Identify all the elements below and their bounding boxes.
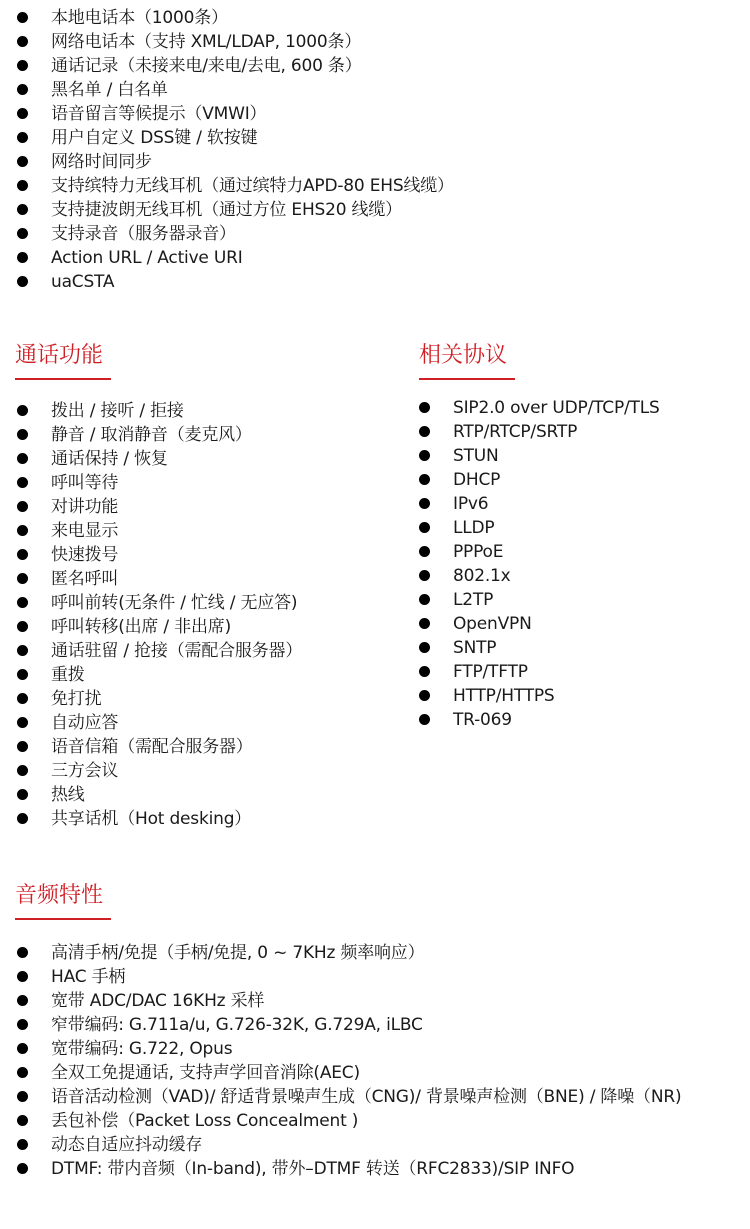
list-item xyxy=(16,711,302,735)
list-item-text: 共享话机（Hot desking） xyxy=(51,809,252,829)
list-item-text: HTTP/HTTPS xyxy=(453,686,555,706)
bullet-icon xyxy=(17,156,28,167)
list-item xyxy=(418,684,660,708)
list-item-text: 宽带 ADC/DAC 16KHz 采样 xyxy=(51,991,265,1011)
bullet-icon xyxy=(419,402,430,413)
list-item-text: 语音留言等候提示（VMWI） xyxy=(51,104,267,124)
list-item-text: 通话保持 / 恢复 xyxy=(51,449,168,469)
list-item xyxy=(16,759,302,783)
list-item-text: 自动应答 xyxy=(51,713,119,733)
list-item-text: 宽带编码: G.722, Opus xyxy=(51,1039,233,1059)
list-item xyxy=(16,447,302,471)
list-item xyxy=(418,420,660,444)
bullet-icon xyxy=(17,1091,28,1102)
bullet-icon xyxy=(419,666,430,677)
list-item xyxy=(16,78,454,102)
list-item-text: 用户自定义 DSS键 / 软按键 xyxy=(51,128,258,148)
audio-features-list xyxy=(16,941,681,1181)
list-item-text: SNTP xyxy=(453,638,497,658)
bullet-icon xyxy=(419,594,430,605)
list-item-text: 本地电话本（1000条） xyxy=(51,8,228,28)
list-item xyxy=(16,989,681,1013)
list-item xyxy=(16,519,302,543)
bullet-icon xyxy=(17,477,28,488)
list-item-text: 通话记录（未接来电/来电/去电, 600 条） xyxy=(51,56,362,76)
list-item xyxy=(16,1061,681,1085)
bullet-icon xyxy=(17,621,28,632)
list-item xyxy=(16,807,302,831)
list-item-text: SIP2.0 over UDP/TCP/TLS xyxy=(453,398,660,418)
bullet-icon xyxy=(17,429,28,440)
list-item-text: 通话驻留 / 抢接（需配合服务器） xyxy=(51,641,303,661)
list-item-text: DTMF: 带内音频（In-band), 带外–DTMF 转送（RFC2833)/SIP INFO xyxy=(51,1159,575,1179)
list-item-text: 支持缤特力无线耳机（通过缤特力APD-80 EHS线缆） xyxy=(51,176,454,196)
list-item xyxy=(16,663,302,687)
list-item-text: 呼叫转移(出席 / 非出席) xyxy=(51,617,231,637)
feature-list xyxy=(16,6,454,294)
bullet-icon xyxy=(419,450,430,461)
list-item-text: DHCP xyxy=(453,470,501,490)
list-item xyxy=(16,1133,681,1157)
list-item xyxy=(16,30,454,54)
bullet-icon xyxy=(419,618,430,629)
list-item xyxy=(16,270,454,294)
bullet-icon xyxy=(17,60,28,71)
list-item-text: RTP/RTCP/SRTP xyxy=(453,422,578,442)
bullet-icon xyxy=(419,522,430,533)
bullet-icon xyxy=(17,12,28,23)
list-item xyxy=(418,708,660,732)
bullet-icon xyxy=(17,597,28,608)
list-item xyxy=(418,636,660,660)
list-item-text: 静音 / 取消静音（麦克风） xyxy=(51,425,252,445)
list-item xyxy=(16,399,302,423)
bullet-icon xyxy=(17,789,28,800)
bullet-icon xyxy=(17,669,28,680)
list-item-text: IPv6 xyxy=(453,494,489,514)
bullet-icon xyxy=(419,474,430,485)
list-item xyxy=(16,639,302,663)
list-item-text: HAC 手柄 xyxy=(51,967,126,987)
list-item-text: OpenVPN xyxy=(453,614,532,634)
list-item-text: TR-069 xyxy=(453,710,512,730)
bullet-icon xyxy=(17,1067,28,1078)
call-features-list xyxy=(16,399,302,831)
list-item xyxy=(418,492,660,516)
list-item xyxy=(418,588,660,612)
list-item-text: uaCSTA xyxy=(51,272,115,292)
list-item-text: 呼叫等待 xyxy=(51,473,119,493)
list-item-text: 匿名呼叫 xyxy=(51,569,119,589)
bullet-icon xyxy=(17,947,28,958)
list-item-text: 网络电话本（支持 XML/LDAP, 1000条） xyxy=(51,32,362,52)
list-item xyxy=(16,1085,681,1109)
list-item xyxy=(16,615,302,639)
list-item xyxy=(16,495,302,519)
list-item xyxy=(16,1013,681,1037)
bullet-icon xyxy=(17,1019,28,1030)
bullet-icon xyxy=(17,717,28,728)
list-item xyxy=(16,198,454,222)
bullet-icon xyxy=(17,453,28,464)
list-item-text: 语音活动检测（VAD)/ 舒适背景噪声生成（CNG)/ 背景噪声检测（BNE) / 降噪（NR) xyxy=(51,1087,682,1107)
bullet-icon xyxy=(17,693,28,704)
bullet-icon xyxy=(17,252,28,263)
list-item xyxy=(16,735,302,759)
list-item-text: 高清手柄/免提（手柄/免提, 0 ~ 7KHz 频率响应） xyxy=(51,943,425,963)
list-item-text: STUN xyxy=(453,446,499,466)
list-item-text: FTP/TFTP xyxy=(453,662,528,682)
list-item-text: 呼叫前转(无条件 / 忙线 / 无应答) xyxy=(51,593,298,613)
list-item xyxy=(16,246,454,270)
list-item-text: PPPoE xyxy=(453,542,504,562)
bullet-icon xyxy=(17,1139,28,1150)
list-item-text: 支持录音（服务器录音） xyxy=(51,224,236,244)
list-item xyxy=(16,1157,681,1181)
list-item-text: 对讲功能 xyxy=(51,497,119,517)
list-item xyxy=(16,6,454,30)
bullet-icon xyxy=(17,84,28,95)
bullet-icon xyxy=(17,132,28,143)
section-title-audio: 音频特性 xyxy=(15,881,111,920)
bullet-icon xyxy=(17,36,28,47)
list-item-text: 全双工免提通话, 支持声学回音消除(AEC) xyxy=(51,1063,360,1083)
list-item-text: 来电显示 xyxy=(51,521,119,541)
list-item-text: 热线 xyxy=(51,785,85,805)
list-item xyxy=(16,222,454,246)
bullet-icon xyxy=(17,971,28,982)
list-item-text: 动态自适应抖动缓存 xyxy=(51,1135,203,1155)
bullet-icon xyxy=(17,573,28,584)
list-item-text: 免打扰 xyxy=(51,689,102,709)
list-item xyxy=(418,612,660,636)
list-item xyxy=(418,564,660,588)
list-item xyxy=(418,444,660,468)
list-item xyxy=(16,54,454,78)
bullet-icon xyxy=(419,570,430,581)
bullet-icon xyxy=(17,501,28,512)
bullet-icon xyxy=(17,1115,28,1126)
list-item-text: 三方会议 xyxy=(51,761,119,781)
list-item-text: 网络时间同步 xyxy=(51,152,152,172)
list-item xyxy=(16,1037,681,1061)
list-item-text: 拨出 / 接听 / 拒接 xyxy=(51,401,184,421)
list-item xyxy=(16,567,302,591)
list-item xyxy=(16,591,302,615)
list-item xyxy=(16,471,302,495)
list-item xyxy=(16,126,454,150)
list-item-text: LLDP xyxy=(453,518,495,538)
bullet-icon xyxy=(17,276,28,287)
list-item xyxy=(418,468,660,492)
list-item xyxy=(16,687,302,711)
protocols-list xyxy=(418,396,660,732)
bullet-icon xyxy=(419,546,430,557)
bullet-icon xyxy=(17,645,28,656)
bullet-icon xyxy=(17,995,28,1006)
bullet-icon xyxy=(17,405,28,416)
list-item xyxy=(16,150,454,174)
bullet-icon xyxy=(17,228,28,239)
list-item-text: 支持捷波朗无线耳机（通过方位 EHS20 线缆） xyxy=(51,200,402,220)
list-item-text: L2TP xyxy=(453,590,494,610)
list-item xyxy=(16,965,681,989)
bullet-icon xyxy=(17,1043,28,1054)
bullet-icon xyxy=(419,690,430,701)
list-item-text: 黑名单 / 白名单 xyxy=(51,80,168,100)
list-item xyxy=(16,543,302,567)
list-item-text: 窄带编码: G.711a/u, G.726-32K, G.729A, iLBC xyxy=(51,1015,423,1035)
bullet-icon xyxy=(17,525,28,536)
list-item xyxy=(418,660,660,684)
list-item xyxy=(16,941,681,965)
list-item xyxy=(16,783,302,807)
list-item xyxy=(418,540,660,564)
bullet-icon xyxy=(419,426,430,437)
bullet-icon xyxy=(17,1163,28,1174)
bullet-icon xyxy=(17,204,28,215)
bullet-icon xyxy=(419,714,430,725)
list-item-text: 快速拨号 xyxy=(51,545,119,565)
list-item-text: 重拨 xyxy=(51,665,85,685)
list-item-text: Action URL / Active URI xyxy=(51,248,243,268)
bullet-icon xyxy=(419,642,430,653)
bullet-icon xyxy=(419,498,430,509)
list-item xyxy=(16,174,454,198)
bullet-icon xyxy=(17,765,28,776)
list-item-text: 丢包补偿（Packet Loss Concealment ) xyxy=(51,1111,359,1131)
list-item-text: 802.1x xyxy=(453,566,511,586)
section-title-call-features: 通话功能 xyxy=(15,341,111,380)
list-item xyxy=(16,1109,681,1133)
bullet-icon xyxy=(17,180,28,191)
bullet-icon xyxy=(17,813,28,824)
list-item xyxy=(418,516,660,540)
bullet-icon xyxy=(17,741,28,752)
bullet-icon xyxy=(17,549,28,560)
list-item xyxy=(16,102,454,126)
section-title-protocols: 相关协议 xyxy=(419,341,515,380)
list-item-text: 语音信箱（需配合服务器） xyxy=(51,737,253,757)
bullet-icon xyxy=(17,108,28,119)
list-item xyxy=(16,423,302,447)
list-item xyxy=(418,396,660,420)
